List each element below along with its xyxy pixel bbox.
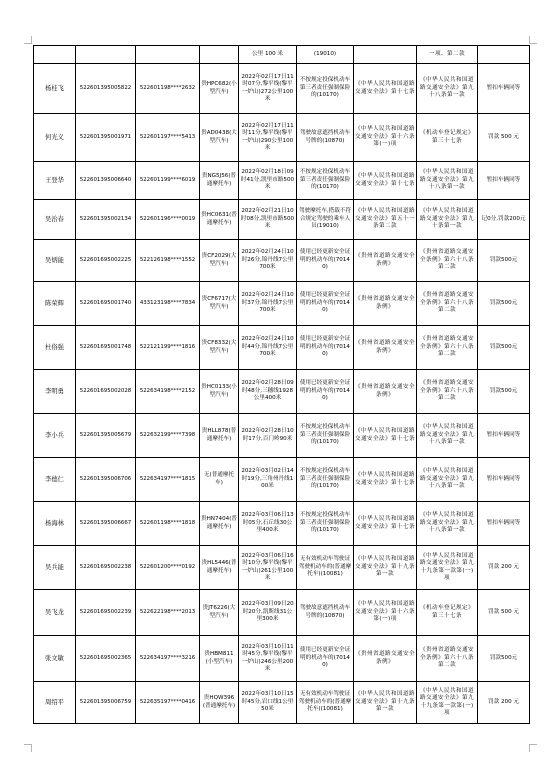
time-place-cell: 2022年02月28日10时17分,百门岭90米 <box>239 414 297 458</box>
time-place-cell: 2022年02月24日10时37分,锦丹线7公里700米 <box>239 282 297 326</box>
table-row <box>34 46 530 64</box>
legal-basis-cell: 《中华人民共和国道路交通安全法》第十七条 <box>354 502 417 546</box>
time-place-cell: 2022年02月17日11时07分,黎平线(黎平一炉山)272公里100米 <box>239 64 297 114</box>
penalty-result-cell: 暂扣车辆同等 <box>478 458 530 502</box>
time-place-cell: 公里 100 米 <box>239 46 297 64</box>
penalty-basis-cell: 《中华人民共和国道路交通安全法》第九十八条第一款 <box>417 64 478 114</box>
id-card-masked-cell: 522634198****2152 <box>136 370 200 414</box>
violation-behavior-cell: 使用已经更新安全证明的机动车的(70140) <box>297 240 354 282</box>
time-place-cell: 2022年02月17日11时11分,黎平线(黎平一炉山)290公里100米 <box>239 114 297 162</box>
id-number-masked-cell: 522601695002238 <box>76 546 136 590</box>
penalty-result-cell: 罚款500元 <box>478 370 530 414</box>
legal-basis-cell: 《中华人民共和国道路交通安全法》第十六条第(一)项 <box>354 114 417 162</box>
violation-behavior-cell: 驾驶故意遮挡机动车号牌的(10870) <box>297 114 354 162</box>
vehicle-plate-cell: 贵CF2029(大型汽车) <box>200 240 239 282</box>
table-row <box>34 502 530 546</box>
vehicle-plate-cell: 贵NG5J56(普通摩托车) <box>200 162 239 200</box>
name-cell: 李德仁 <box>34 458 76 502</box>
penalty-result-cell: 罚款500元 <box>478 240 530 282</box>
legal-basis-cell: 《贵州省道路交通安全条例》 <box>354 240 417 282</box>
id-number-masked-cell: 522601395006667 <box>76 502 136 546</box>
id-card-masked-cell: 522635197****0416 <box>136 682 200 724</box>
violation-behavior-cell: 不按规定投保机动车第三者责任强制保险的(10170) <box>297 502 354 546</box>
id-card-masked-cell: 522601200****0192 <box>136 546 200 590</box>
table-row <box>34 282 530 326</box>
legal-basis-cell: 《中华人民共和国道路交通安全法》第十七条 <box>354 458 417 502</box>
table-row <box>34 590 530 636</box>
time-place-cell: 2022年03月09日20时20分,凯斯线31公里300米 <box>239 590 297 636</box>
id-card-masked-cell: 522601198****1818 <box>136 502 200 546</box>
name-cell: 杨桂飞 <box>34 64 76 114</box>
records-body <box>34 46 530 724</box>
id-card-masked-cell: 522622198****2013 <box>136 590 200 636</box>
id-card-masked-cell <box>136 46 200 64</box>
vehicle-plate-cell <box>200 46 239 64</box>
penalty-basis-cell: 《贵州省道路交通安全条例》第六十八条第二款 <box>417 282 478 326</box>
id-number-masked-cell: 522601695002225 <box>76 240 136 282</box>
name-cell: 吴治春 <box>34 200 76 240</box>
violation-behavior-cell: 不按规定投保机动车第三者责任强制保险的(10170) <box>297 414 354 458</box>
violation-behavior-cell: 不按规定投保机动车第三者责任强制保险的(10170) <box>297 458 354 502</box>
violation-behavior-cell: 驾驶摩托车,搭载不符合规定驾驶的乘车人员(19010) <box>297 200 354 240</box>
penalty-result-cell: 罚款500元 <box>478 636 530 682</box>
violation-behavior-cell: 使用已经更新安全证明的机动车的(70140) <box>297 636 354 682</box>
id-number-masked-cell: 522601395006640 <box>76 162 136 200</box>
id-card-masked-cell: 522632199****7398 <box>136 414 200 458</box>
id-number-masked-cell: 522601395001971 <box>76 114 136 162</box>
penalty-basis-cell: 《机动车登记规定》第三十七条 <box>417 114 478 162</box>
vehicle-plate-cell: 贵JT6226(大型汽车) <box>200 590 239 636</box>
vehicle-plate-cell: 贵HQW396(普通摩托车) <box>200 682 239 724</box>
violation-behavior-cell: 无有效机动车驾驶证驾驶机动车的(普通摩托车)(10081) <box>297 546 354 590</box>
violation-behavior-cell: 使用已经更新安全证明的机动车的(70140) <box>297 282 354 326</box>
penalty-basis-cell: 《中华人民共和国道路交通安全法》第九十八条第一款 <box>417 162 478 200</box>
table-row <box>34 636 530 682</box>
table-row <box>34 240 530 282</box>
penalty-basis-cell: 一项、第二款 <box>417 46 478 64</box>
crop-mark-top-right <box>529 36 537 44</box>
id-number-masked-cell: 522601395005679 <box>76 414 136 458</box>
legal-basis-cell: 《贵州省道路交通安全条例》 <box>354 282 417 326</box>
crop-mark-top-left <box>24 36 32 44</box>
legal-basis-cell: 《中华人民共和国道路交通安全法》第五十一条第二款 <box>354 200 417 240</box>
name-cell: 张文敏 <box>34 636 76 682</box>
legal-basis-cell: 《中华人民共和国道路交通安全法》第十六条第(一)项 <box>354 590 417 636</box>
name-cell: 杨海林 <box>34 502 76 546</box>
crop-mark-bottom-right <box>529 744 537 752</box>
penalty-basis-cell: 《中华人民共和国道路交通安全法》第九十九条第一款第(一)项 <box>417 546 478 590</box>
penalty-result-cell: 罚款500元 <box>478 326 530 370</box>
penalty-basis-cell: 《中华人民共和国道路交通安全法》第九十条第一款 <box>417 200 478 240</box>
violation-behavior-cell: 驾驶故意遮挡机动车号牌的(10870) <box>297 590 354 636</box>
table-row <box>34 200 530 240</box>
legal-basis-cell: 《贵州省道路交通安全条例》 <box>354 370 417 414</box>
vehicle-plate-cell: 无(普通摩托车) <box>200 458 239 502</box>
vehicle-plate-cell: 贵HC0631(普通摩托车) <box>200 200 239 240</box>
legal-basis-cell: 《中华人民共和国道路交通安全法》第十七条 <box>354 162 417 200</box>
crop-mark-bottom-left <box>24 744 32 752</box>
id-card-masked-cell: 522601198****2632 <box>136 64 200 114</box>
penalty-basis-cell: 《中华人民共和国道路交通安全法》第九十八条第一款 <box>417 502 478 546</box>
penalty-result-cell: 罚款 200 元 <box>478 546 530 590</box>
violation-behavior-cell: (19010) <box>297 46 354 64</box>
legal-basis-cell: 《中华人民共和国道路交通安全法》第十七条 <box>354 64 417 114</box>
name-cell: 何光义 <box>34 114 76 162</box>
penalty-result-cell: 罚款 500 元 <box>478 590 530 636</box>
legal-basis-cell: 《中华人民共和国道路交通安全法》第十七条 <box>354 414 417 458</box>
id-card-masked-cell: 522601196****0019 <box>136 200 200 240</box>
penalty-basis-cell: 《机动车登记规定》第三十七条 <box>417 590 478 636</box>
table-row <box>34 546 530 590</box>
vehicle-plate-cell: 贵AD0438(大型汽车) <box>200 114 239 162</box>
penalty-basis-cell: 《贵州省道路交通安全条例》第六十八条第二款 <box>417 240 478 282</box>
id-card-masked-cell: 522121199****1816 <box>136 326 200 370</box>
vehicle-plate-cell: 贵HBM811(小型汽车) <box>200 636 239 682</box>
penalty-result-cell <box>478 46 530 64</box>
penalty-basis-cell: 《中华人民共和国道路交通安全法》第九十八条第一款 <box>417 458 478 502</box>
name-cell: 李小兵 <box>34 414 76 458</box>
penalty-basis-cell: 《贵州省道路交通安全条例》第六十八条第二款 <box>417 370 478 414</box>
legal-basis-cell: 《中华人民共和国道路交通安全法》第十九条第一款 <box>354 546 417 590</box>
name-cell: 王登华 <box>34 162 76 200</box>
id-number-masked-cell: 522601695001748 <box>76 326 136 370</box>
vehicle-plate-cell: 贵HLL878(普通摩托车) <box>200 414 239 458</box>
id-number-masked-cell: 522601395002134 <box>76 200 136 240</box>
id-number-masked-cell <box>76 46 136 64</box>
time-place-cell: 2022年03月10日15时45分,岩口线1公里50米 <box>239 682 297 724</box>
penalty-result-cell: 罚款 500 元 <box>478 114 530 162</box>
vehicle-plate-cell: 贵HL5446(普通摩托车) <box>200 546 239 590</box>
vehicle-plate-cell: 贵HN7404(普通摩托车) <box>200 502 239 546</box>
violation-behavior-cell: 使用已经更新安全证明的机动车的(70140) <box>297 326 354 370</box>
id-card-masked-cell: 522634197****1815 <box>136 458 200 502</box>
table-row <box>34 682 530 724</box>
id-number-masked-cell: 522601695002239 <box>76 590 136 636</box>
table-row <box>34 326 530 370</box>
id-card-masked-cell: 433123198****7834 <box>136 282 200 326</box>
violation-records-table <box>33 45 530 724</box>
id-card-masked-cell: 522126198****1552 <box>136 240 200 282</box>
violation-behavior-cell: 不按规定投保机动车第三者责任强制保险的(10170) <box>297 64 354 114</box>
time-place-cell: 2022年03月10日11时45分,黎平线(黎平一炉山)246公里200米 <box>239 636 297 682</box>
table-row <box>34 414 530 458</box>
table-row <box>34 114 530 162</box>
vehicle-plate-cell: 贵HPC682(小型汽车) <box>200 64 239 114</box>
name-cell: 陈荣辉 <box>34 282 76 326</box>
name-cell: 吴飞龙 <box>34 590 76 636</box>
id-number-masked-cell: 522601395006706 <box>76 458 136 502</box>
legal-basis-cell: 《贵州省道路交通安全条例》 <box>354 326 417 370</box>
penalty-result-cell: 暂扣车辆同等 <box>478 162 530 200</box>
id-number-masked-cell: 522601395005822 <box>76 64 136 114</box>
time-place-cell: 2022年02月28日09时48分,三穗线1928公里400米 <box>239 370 297 414</box>
table-row <box>34 64 530 114</box>
time-place-cell: 2022年02月21日10时08分,凯里市路500米 <box>239 200 297 240</box>
penalty-basis-cell: 《贵州省道路交通安全条例》第六十八条第二款 <box>417 326 478 370</box>
id-card-masked-cell: 522601197****5413 <box>136 114 200 162</box>
vehicle-plate-cell: 贵CF6717(大型汽车) <box>200 282 239 326</box>
penalty-result-cell: 暂扣车辆同等 <box>478 502 530 546</box>
violation-behavior-cell: 无有效机动车驾驶证驾驶机动车的(普通摩托车)(10081) <box>297 682 354 724</box>
penalty-result-cell: 罚款500元 <box>478 282 530 326</box>
id-number-masked-cell: 522601395006759 <box>76 682 136 724</box>
name-cell: 吴炳能 <box>34 240 76 282</box>
id-number-masked-cell: 522601695002028 <box>76 370 136 414</box>
time-place-cell: 2022年03月02日14时19分,三角州丹线100米 <box>239 458 297 502</box>
id-number-masked-cell: 522601695002365 <box>76 636 136 682</box>
time-place-cell: 2022年02月18日09时41分,凯里市路500米 <box>239 162 297 200</box>
name-cell: 周绍平 <box>34 682 76 724</box>
penalty-result-cell: 罚款 200 元 <box>478 682 530 724</box>
table-row <box>34 370 530 414</box>
time-place-cell: 2022年03月06日13时05分,石丘线30公里400米 <box>239 502 297 546</box>
penalty-result-cell: 暂扣车辆同等 <box>478 64 530 114</box>
vehicle-plate-cell: 贵HC0133(小型汽车) <box>200 370 239 414</box>
name-cell: 李明勇 <box>34 370 76 414</box>
time-place-cell: 2022年03月06日16时10分,黎平线(黎平一炉山)261公里100米 <box>239 546 297 590</box>
penalty-result-cell: 暂扣车辆同等 <box>478 414 530 458</box>
id-card-masked-cell: 522634197****3216 <box>136 636 200 682</box>
penalty-basis-cell: 《中华人民共和国道路交通安全法》第九十八条第一款 <box>417 414 478 458</box>
penalty-basis-cell: 《贵州省道路交通安全条例》第六十八条第二款 <box>417 636 478 682</box>
violation-behavior-cell: 不按规定投保机动车第三者责任强制保险的(10170) <box>297 162 354 200</box>
name-cell: 杜俗强 <box>34 326 76 370</box>
vehicle-plate-cell: 贵CF8332(大型汽车) <box>200 326 239 370</box>
time-place-cell: 2022年02月24日10时26分,锦丹线7公里700米 <box>239 240 297 282</box>
id-number-masked-cell: 522601695001740 <box>76 282 136 326</box>
time-place-cell: 2022年02月24日10时44分,锦丹线7公里700米 <box>239 326 297 370</box>
penalty-basis-cell: 《中华人民共和国道路交通安全法》第九十九条第一款第(一)项 <box>417 682 478 724</box>
id-card-masked-cell: 522601199****6019 <box>136 162 200 200</box>
legal-basis-cell <box>354 46 417 64</box>
penalty-result-cell: 记0分,罚款200元 <box>478 200 530 240</box>
table-row <box>34 162 530 200</box>
violation-behavior-cell: 使用已经更新安全证明的机动车的(70140) <box>297 370 354 414</box>
name-cell: 吴兵能 <box>34 546 76 590</box>
name-cell <box>34 46 76 64</box>
legal-basis-cell: 《中华人民共和国道路交通安全法》第十九条第一款 <box>354 682 417 724</box>
table-row <box>34 458 530 502</box>
legal-basis-cell: 《贵州省道路交通安全条例》 <box>354 636 417 682</box>
